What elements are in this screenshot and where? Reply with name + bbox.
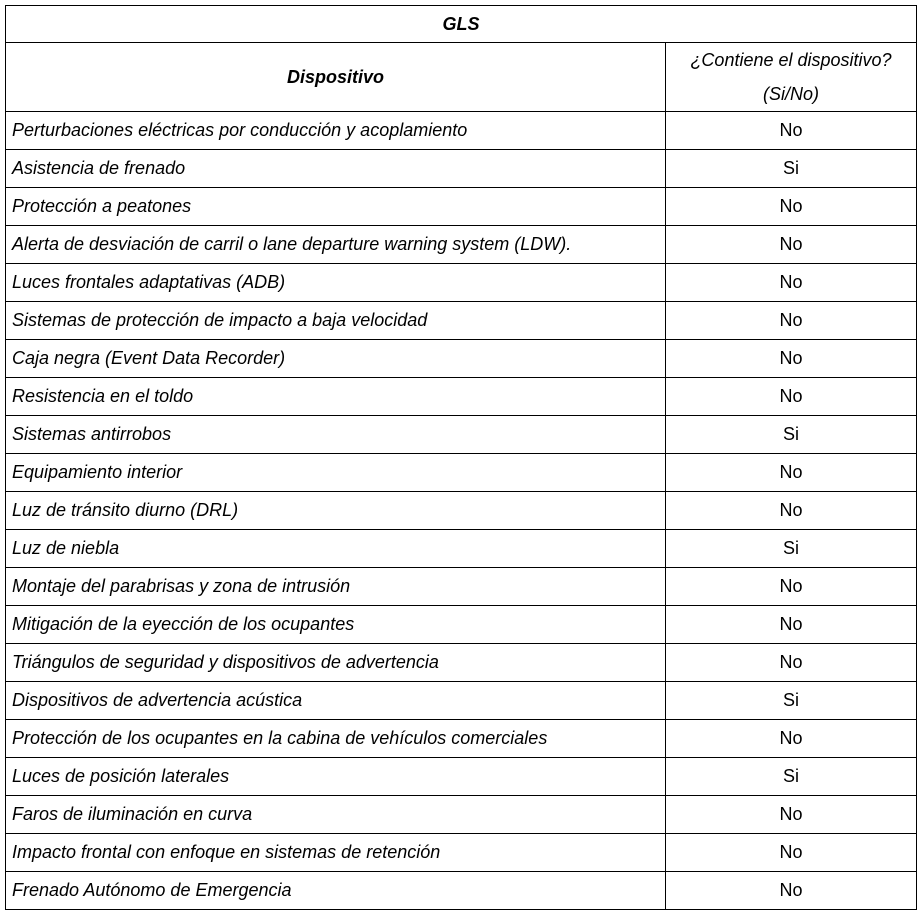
column-header-answer [666,43,917,112]
device-cell: Luces de posición laterales [6,758,666,796]
table-row [6,340,917,378]
answer-cell: Si [666,530,917,568]
answer-cell: Si [666,758,917,796]
table-row [6,872,917,910]
table-row [6,264,917,302]
answer-cell: No [666,188,917,226]
table-row [6,226,917,264]
answer-cell: No [666,606,917,644]
device-cell: Protección a peatones [6,188,666,226]
device-cell: Dispositivos de advertencia acústica [6,682,666,720]
device-cell: Perturbaciones eléctricas por conducción y acoplamiento [6,112,666,150]
answer-cell: No [666,454,917,492]
table-row [6,606,917,644]
title-row [6,6,917,43]
answer-cell: No [666,226,917,264]
answer-cell: No [666,112,917,150]
device-cell: Mitigación de la eyección de los ocupantes [6,606,666,644]
answer-cell: No [666,720,917,758]
answer-cell: No [666,796,917,834]
devices-table [5,5,917,910]
column-header-device: Dispositivo [6,43,666,112]
answer-cell: Si [666,150,917,188]
table-row [6,720,917,758]
table-row [6,530,917,568]
answer-cell: No [666,872,917,910]
table-row [6,796,917,834]
table-row [6,416,917,454]
table-row [6,150,917,188]
answer-cell: No [666,834,917,872]
answer-cell: Si [666,416,917,454]
table-row [6,682,917,720]
device-cell: Triángulos de seguridad y dispositivos de advertencia [6,644,666,682]
table-body [6,112,917,910]
device-cell: Asistencia de frenado [6,150,666,188]
device-cell: Montaje del parabrisas y zona de intrusión [6,568,666,606]
answer-cell: No [666,340,917,378]
answer-cell: Si [666,682,917,720]
table-row [6,492,917,530]
column-header-answer-line2: (Si/No) [763,84,820,104]
table-row [6,644,917,682]
device-cell: Sistemas de protección de impacto a baja velocidad [6,302,666,340]
header-row [6,43,917,112]
device-cell: Luz de niebla [6,530,666,568]
answer-cell: No [666,644,917,682]
table-row [6,568,917,606]
table-row [6,454,917,492]
device-cell: Luces frontales adaptativas (ADB) [6,264,666,302]
table-row [6,758,917,796]
answer-cell: No [666,568,917,606]
device-cell: Sistemas antirrobos [6,416,666,454]
answer-cell: No [666,378,917,416]
device-cell: Protección de los ocupantes en la cabina de vehículos comerciales [6,720,666,758]
table-row [6,302,917,340]
answer-cell: No [666,302,917,340]
column-header-answer-line1: ¿Contiene el dispositivo? [690,50,892,70]
device-cell: Impacto frontal con enfoque en sistemas de retención [6,834,666,872]
answer-cell: No [666,492,917,530]
device-cell: Resistencia en el toldo [6,378,666,416]
table-row [6,378,917,416]
table-row [6,834,917,872]
device-cell: Luz de tránsito diurno (DRL) [6,492,666,530]
device-cell: Frenado Autónomo de Emergencia [6,872,666,910]
table-row [6,188,917,226]
device-cell: Equipamiento interior [6,454,666,492]
table-title: GLS [6,6,917,43]
device-cell: Caja negra (Event Data Recorder) [6,340,666,378]
device-cell: Alerta de desviación de carril o lane departure warning system (LDW). [6,226,666,264]
device-cell: Faros de iluminación en curva [6,796,666,834]
answer-cell: No [666,264,917,302]
table-row [6,112,917,150]
